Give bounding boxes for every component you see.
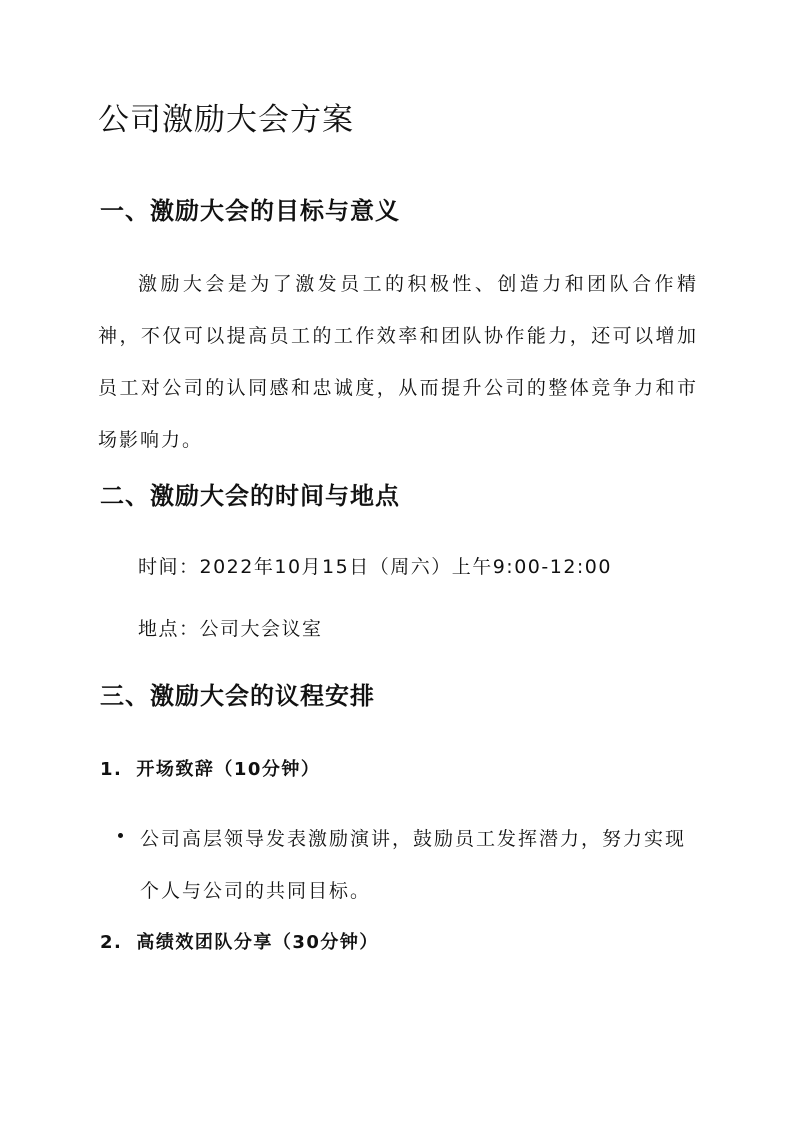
section-heading-time-place: 二、激励大会的时间与地点 [100,482,400,510]
agenda-item-1 [100,755,320,785]
section-heading-goals: 一、激励大会的目标与意义 [100,197,400,225]
agenda-item-2 [100,928,379,958]
event-time: 时间：2022年10月15日（周六）上午9:00-12:00 [138,556,612,578]
agenda-item-label: 高绩效团队分享（30分钟） [136,932,379,953]
bullet-text: 公司高层领导发表激励演讲，鼓励员工发挥潜力，努力实现个人与公司的共同目标。 [140,828,687,902]
section-heading-agenda: 三、激励大会的议程安排 [100,682,375,710]
event-location: 地点：公司大会议室 [138,618,323,640]
agenda-item-label: 开场致辞（10分钟） [136,759,321,780]
agenda-item-number: 1. [100,759,123,780]
section-goals-paragraph: 激励大会是为了激发员工的积极性、创造力和团队合作精神，不仅可以提高员工的工作效率和团队协作能力，还可以增加员工对公司的认同感和忠诚度，从而提升公司的整体竞争力和市场影响力。 [98,273,698,451]
agenda-item-number: 2. [100,932,123,953]
document-title: 公司激励大会方案 [98,102,354,138]
bullet-dot-icon [118,833,123,838]
